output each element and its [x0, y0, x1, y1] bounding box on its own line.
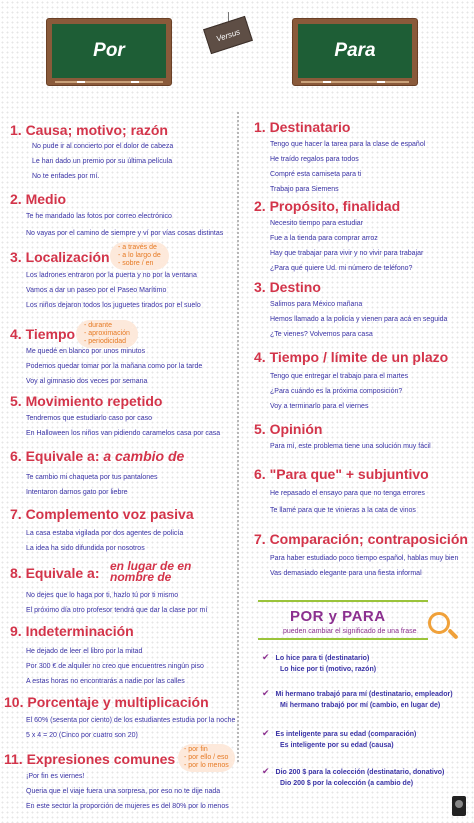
por-section-1 — [10, 122, 173, 181]
por-section-3 — [10, 249, 201, 310]
example: La idea ha sido difundida por nosotros — [26, 545, 145, 552]
example: En este sector la proporción de mujeres es del 80% por lo menos — [26, 803, 229, 810]
example: No dejes que lo haga por ti, hazlo tú por ti mismo — [26, 592, 179, 599]
example: Voy al gimnasio dos veces por semana — [26, 378, 148, 385]
example: Me quedé en blanco por unos minutos — [26, 348, 146, 355]
example: He traído regalos para todos — [270, 156, 359, 163]
example: Tengo que hacer la tarea para la clase de español — [270, 141, 426, 148]
example: He repasado el ensayo para que no tenga errores — [270, 490, 425, 497]
example: Trabajo para Siemens — [270, 186, 339, 193]
example: No te enfades por mí. — [32, 173, 100, 180]
example: ¿Para cuándo es la próxima composición? — [270, 388, 403, 395]
section-heading: 6. "Para que" + subjuntivo — [254, 466, 429, 482]
example: Te he mandado las fotos por correo electrónico — [26, 213, 172, 220]
section-heading: 2. Propósito, finalidad — [254, 198, 401, 214]
section-heading: 7. Complemento voz pasiva — [10, 506, 194, 522]
example: El próximo día otro profesor tendrá que dar la clase por mí — [26, 607, 208, 614]
para-section-7 — [254, 531, 468, 578]
section-heading: 10. Porcentaje y multiplicación — [4, 694, 209, 710]
section-heading: 4. Tiempo — [10, 326, 76, 342]
section-heading: 6. Equivale a: — [10, 448, 100, 464]
por-section-2 — [10, 191, 223, 238]
example: Hay que trabajar para vivir y no vivir para trabajar — [270, 250, 424, 257]
tiempo-cloud: - durante - aproximación - periodicidad — [76, 320, 138, 348]
para-section-6 — [254, 466, 429, 515]
example: Voy a terminarlo para el viernes — [270, 403, 369, 410]
porpara-top-rule — [258, 600, 428, 602]
para-section-5 — [254, 421, 431, 451]
por-section-7 — [10, 506, 194, 553]
example: Intentaron darnos gato por liebre — [26, 489, 128, 496]
example: No vayas por el camino de siempre y ví por vías cosas distintas — [26, 230, 224, 237]
por-section-6: 6. Equivale a: a cambio de Te cambio mi chaqueta por tus pantalones Intentaron darnos gato por liebre — [10, 448, 185, 496]
example: El 60% (sesenta por ciento) de los estudiantes estudia por la noche — [26, 717, 236, 724]
para-section-1 — [254, 119, 425, 194]
example: Compré esta camiseta para ti — [270, 171, 362, 178]
example: La casa estaba vigilada por dos agentes de policía — [26, 530, 184, 537]
para-section-4 — [254, 349, 448, 411]
por-section-9 — [10, 623, 204, 686]
example: Para mí, este problema tiene una solución muy fácil — [270, 443, 431, 450]
example: No pude ir al concierto por el dolor de cabeza — [32, 143, 174, 150]
example: He dejado de leer el libro por la mitad — [26, 648, 143, 655]
porpara-bottom-rule — [258, 638, 428, 640]
section-heading: 8. Equivale a: — [10, 565, 100, 581]
example: Los niños dejaron todos los juguetes tirados por el suelo — [26, 302, 201, 309]
porpara-pair-2: ✔ Mi hermano trabajó para mí (destinatario, empleador) Mi hermano trabajó por mí (cambio, en lugar de) — [262, 688, 453, 709]
section-heading: 5. Movimiento repetido — [10, 393, 163, 409]
para-section-3 — [254, 279, 447, 339]
check-icon: ✔ — [262, 688, 270, 698]
section-heading: 2. Medio — [10, 191, 67, 207]
section-heading: 1. Destinatario — [254, 119, 351, 135]
section-heading: 3. Destino — [254, 279, 321, 295]
porpara-pair-3: ✔ Es inteligente para su edad (comparación) Es inteligente por su edad (causa) — [262, 728, 417, 749]
localizacion-cloud: - a través de - a lo largo de - sobre / en — [110, 242, 169, 270]
example: Queria que el viaje fuera una sorpresa, por eso no te dije nada — [26, 788, 221, 795]
example: Hemos llamado a la policía y vienen para acá en seguida — [270, 316, 448, 323]
example: A estas horas no encontrarás a nadie por las calles — [26, 678, 185, 685]
example: Tendremos que estudiarlo caso por caso — [26, 415, 153, 422]
example: Te cambio mi chaqueta por tus pantalones — [26, 474, 158, 481]
section-heading: 3. Localización — [10, 249, 110, 265]
example: Fue a la tienda para comprar arroz — [270, 235, 378, 242]
para-label: Para — [334, 40, 376, 61]
section-heading: 7. Comparación; contraposición — [254, 531, 468, 547]
example: En Halloween los niños van pidiendo caramelos casa por casa — [26, 430, 221, 437]
porpara-title: POR y PARA — [290, 608, 386, 625]
check-icon: ✔ — [262, 766, 270, 776]
section-heading: 1. Causa; motivo; razón — [10, 122, 168, 138]
example: Vas demasiado elegante para una fiesta informal — [270, 570, 422, 577]
example: Salimos para México mañana — [270, 301, 363, 308]
example: ¿Para qué quiere Ud. mi número de teléfono? — [270, 265, 413, 272]
example: ¡Por fin es viernes! — [26, 773, 85, 780]
section-heading: 11. Expresiones comunes — [4, 751, 176, 767]
example: Vamos a dar un paseo por el Paseo Marítimo — [26, 287, 167, 294]
column-divider — [237, 112, 239, 762]
check-icon: ✔ — [262, 728, 270, 738]
para-chalkboard — [292, 18, 418, 86]
example: Podemos quedar tomar por la mañana como por la tarde — [26, 363, 203, 370]
example: Para haber estudiado poco tiempo español, hablas muy bien — [270, 555, 459, 562]
example: 5 x 4 = 20 (Cinco por cuatro son 20) — [26, 732, 138, 739]
section-heading: 4. Tiempo / límite de un plazo — [254, 349, 449, 365]
equivale-lugar-nombre: en lugar de en nombre de — [110, 559, 192, 584]
brand-logo-icon — [452, 796, 466, 816]
example: Por 300 € de alquiler no creo que encuentres ningún piso — [26, 663, 204, 670]
por-label: Por — [93, 40, 125, 61]
example: Los ladrones entraron por la puerta y no por la ventana — [26, 272, 197, 279]
example: Te llamé para que te vinieras a la cata de vinos — [270, 507, 416, 514]
example: Tengo que entregar el trabajo para el martes — [270, 373, 409, 380]
magnifier-handle — [447, 628, 458, 639]
porpara-pair-4: ✔ Dio 200 $ para la colección (destinatario, donativo) Dio 200 $ por la colección (a cambio de) — [262, 766, 445, 787]
check-icon: ✔ — [262, 652, 270, 662]
porpara-subtitle: pueden cambiar el significado de una frase — [283, 628, 417, 635]
section-heading: 5. Opinión — [254, 421, 323, 437]
por-section-10 — [4, 694, 235, 740]
example: Necesito tiempo para estudiar — [270, 220, 363, 227]
expresiones-cloud: - por fin - por ello / eso - por lo menos — [178, 744, 235, 772]
section-heading: 9. Indeterminación — [10, 623, 134, 639]
por-section-5 — [10, 393, 220, 438]
para-section-2 — [254, 198, 423, 273]
por-chalkboard — [46, 18, 172, 86]
porpara-pair-1: ✔ Lo hice para ti (destinatario) Lo hice por ti (motivo, razón) — [262, 652, 377, 673]
example: ¿Te vienes? Volvemos para casa — [270, 331, 373, 338]
example: Le han dado un premio por su última película — [32, 158, 173, 165]
versus-sign: Versus — [203, 16, 253, 54]
